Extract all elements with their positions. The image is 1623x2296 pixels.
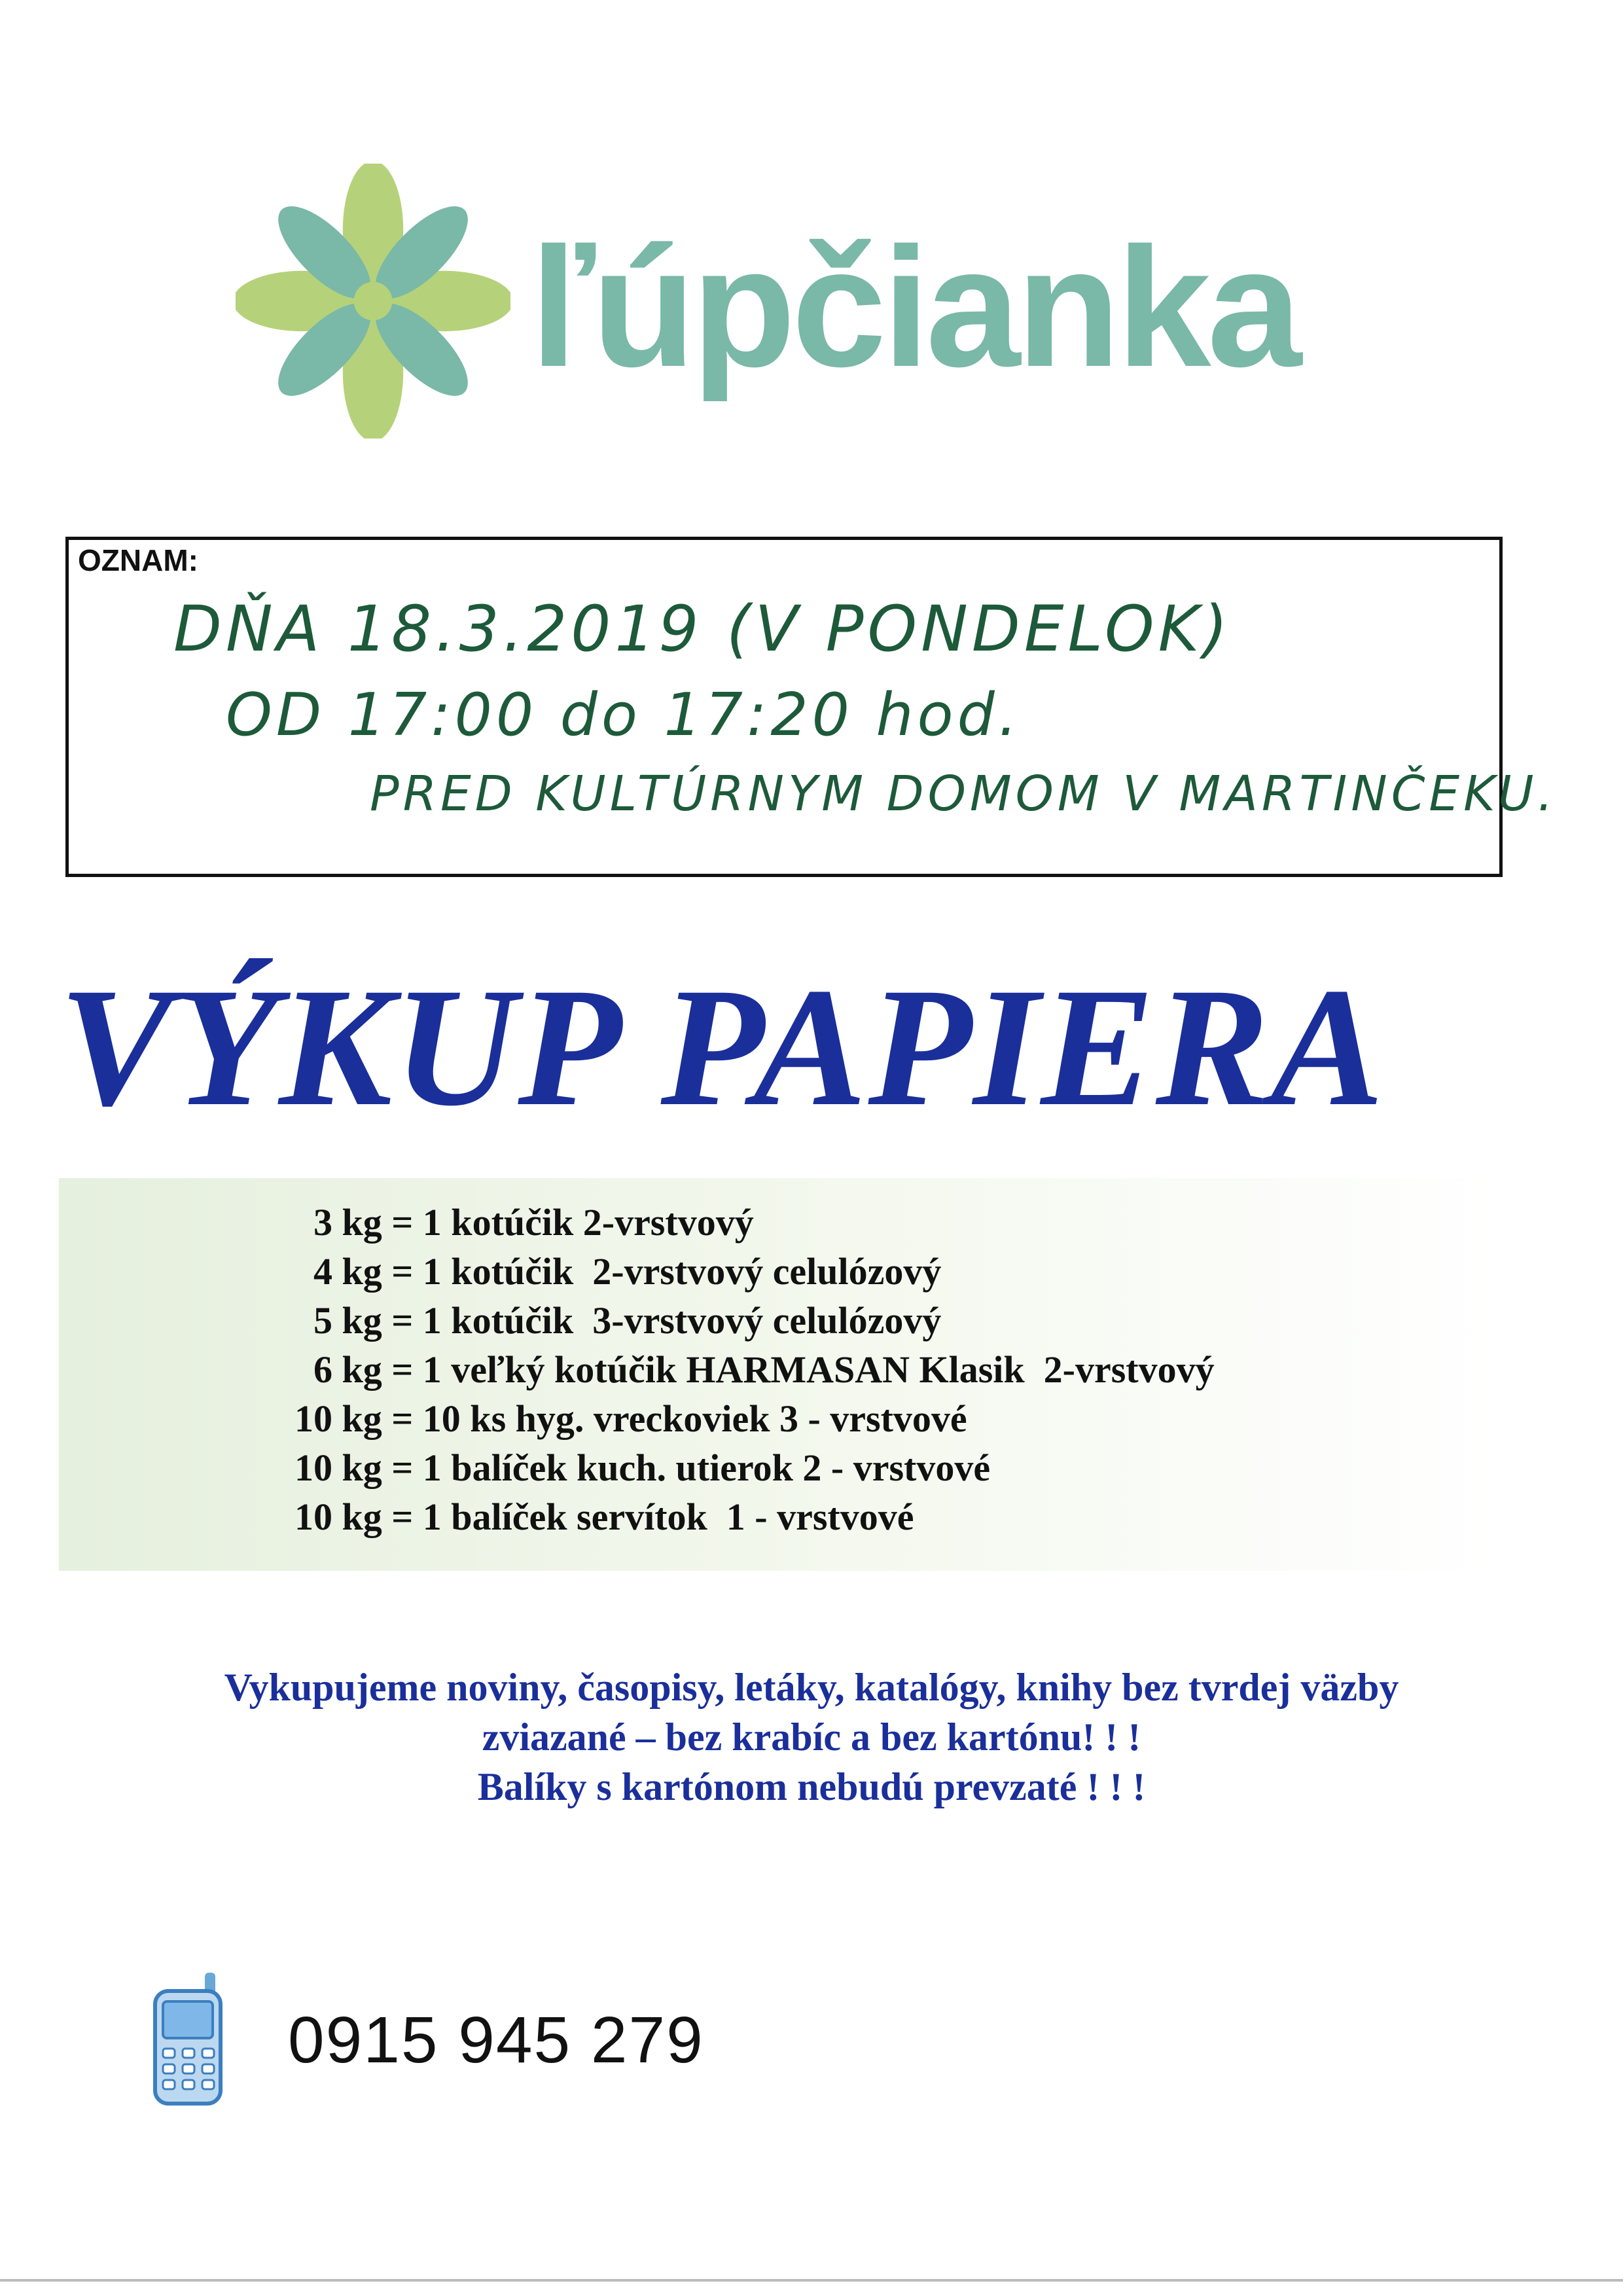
collection-info-line: Vykupujeme noviny, časopisy, letáky, katalógy, knihy bez tvrdej väzby (224, 1666, 1399, 1709)
notice-label: OZNAM: (78, 543, 198, 577)
brand-logo (223, 164, 1335, 452)
phone-number: 0915 945 279 (288, 2003, 704, 2077)
price-item: 4 kg = 1 kotúčik 2-vrstvový celulózový (294, 1250, 942, 1293)
notice-place-line: PRED KULTÚRNYM DOMOM V MARTINČEKU. (370, 766, 1558, 822)
collection-info (0, 1662, 1623, 1812)
price-panel (59, 1178, 1499, 1571)
notice-time-line: OD 17:00 do 17:20 hod. (226, 681, 1022, 749)
scan-edge-divider (0, 2279, 1623, 2282)
price-item: 6 kg = 1 veľký kotúčik HARMASAN Klasik 2-vrstvový (294, 1348, 1215, 1391)
price-item: 10 kg = 1 balíček kuch. utierok 2 - vrstvové (294, 1446, 991, 1489)
notice-box (65, 537, 1558, 877)
flower-icon (236, 164, 510, 439)
price-item: 5 kg = 1 kotúčik 3-vrstvový celulózový (294, 1299, 942, 1342)
price-item: 10 kg = 10 ks hyg. vreckoviek 3 - vrstvové (294, 1397, 967, 1440)
page-title: VÝKUP PAPIERA (59, 953, 1385, 1141)
collection-info-line: zviazané – bez krabíc a bez kartónu! ! ! (482, 1715, 1141, 1759)
price-list (294, 1198, 1215, 1541)
notice-date-line: DŇA 18.3.2019 (V PONDELOK) (173, 592, 1232, 666)
collection-info-line: Balíky s kartónom nebudú prevzaté ! ! ! (477, 1765, 1146, 1808)
brand-name: ľúpčianka (530, 213, 1298, 403)
price-item: 3 kg = 1 kotúčik 2-vrstvový (294, 1201, 754, 1244)
price-item: 10 kg = 1 balíček servítok 1 - vrstvové (294, 1496, 914, 1538)
mobile-phone-icon (147, 1970, 232, 2108)
